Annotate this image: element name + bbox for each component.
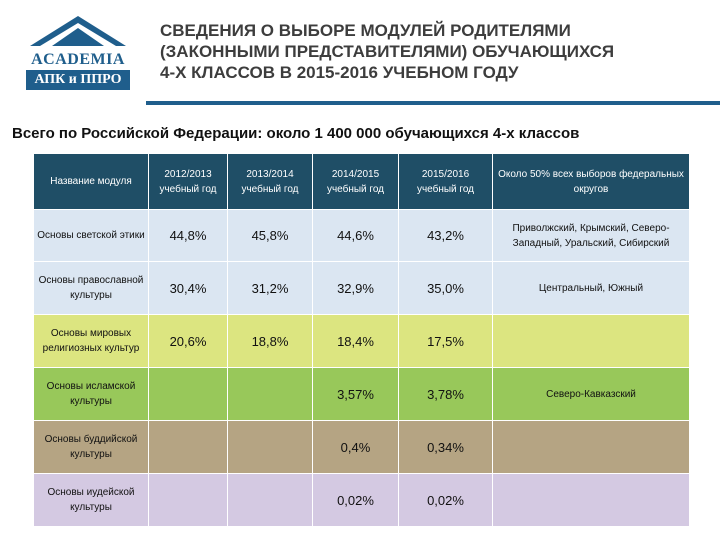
module-name: Основы светской этики xyxy=(34,210,149,262)
value-2015: 3,78% xyxy=(399,368,493,421)
value-2013 xyxy=(228,421,313,474)
value-2013: 18,8% xyxy=(228,315,313,368)
regions: Центральный, Южный xyxy=(493,262,690,315)
regions xyxy=(493,421,690,474)
building-roof-icon xyxy=(18,14,138,50)
value-2013 xyxy=(228,368,313,421)
value-2015: 0,34% xyxy=(399,421,493,474)
header-2012: 2012/2013 учебный год xyxy=(149,154,228,210)
table-row xyxy=(34,474,690,527)
value-2015: 43,2% xyxy=(399,210,493,262)
regions: Северо-Кавказский xyxy=(493,368,690,421)
value-2014: 32,9% xyxy=(313,262,399,315)
value-2015: 17,5% xyxy=(399,315,493,368)
value-2012: 30,4% xyxy=(149,262,228,315)
header-module: Название модуля xyxy=(34,154,149,210)
value-2013 xyxy=(228,474,313,527)
module-name: Основы православной культуры xyxy=(34,262,149,315)
value-2013: 31,2% xyxy=(228,262,313,315)
value-2012 xyxy=(149,368,228,421)
table-row xyxy=(34,315,690,368)
table-header-row xyxy=(34,154,690,210)
regions xyxy=(493,315,690,368)
regions xyxy=(493,474,690,527)
table-row xyxy=(34,210,690,262)
header-regions: Около 50% всех выборов федеральных округов xyxy=(493,154,690,210)
value-2014: 0,02% xyxy=(313,474,399,527)
academia-logo xyxy=(18,14,138,94)
value-2015: 35,0% xyxy=(399,262,493,315)
value-2012: 44,8% xyxy=(149,210,228,262)
table-row xyxy=(34,262,690,315)
value-2014: 3,57% xyxy=(313,368,399,421)
logo-subtitle: АПК и ППРО xyxy=(26,70,130,90)
header-2014: 2014/2015 учебный год xyxy=(313,154,399,210)
header-2015: 2015/2016 учебный год xyxy=(399,154,493,210)
title-line-3: 4-Х КЛАССОВ В 2015-2016 УЧЕБНОМ ГОДУ xyxy=(160,63,519,82)
modules-table xyxy=(33,153,690,527)
value-2013: 45,8% xyxy=(228,210,313,262)
logo-name: ACADEMIA xyxy=(31,51,125,68)
module-name: Основы иудейской культуры xyxy=(34,474,149,527)
table-row xyxy=(34,368,690,421)
page-title xyxy=(160,20,710,83)
value-2015: 0,02% xyxy=(399,474,493,527)
title-line-2: (ЗАКОННЫМИ ПРЕДСТАВИТЕЛЯМИ) ОБУЧАЮЩИХСЯ xyxy=(160,42,615,61)
value-2012 xyxy=(149,474,228,527)
value-2012 xyxy=(149,421,228,474)
module-name: Основы исламской культуры xyxy=(34,368,149,421)
regions: Приволжский, Крымский, Северо-Западный, Уральский, Сибирский xyxy=(493,210,690,262)
module-name: Основы буддийской культуры xyxy=(34,421,149,474)
value-2014: 0,4% xyxy=(313,421,399,474)
value-2014: 44,6% xyxy=(313,210,399,262)
title-line-1: СВЕДЕНИЯ О ВЫБОРЕ МОДУЛЕЙ РОДИТЕЛЯМИ xyxy=(160,21,571,40)
value-2012: 20,6% xyxy=(149,315,228,368)
header-2013: 2013/2014 учебный год xyxy=(228,154,313,210)
module-name: Основы мировых религиозных культур xyxy=(34,315,149,368)
table-row xyxy=(34,421,690,474)
summary-text: Всего по Российской Федерации: около 1 400 000 обучающихся 4-х классов xyxy=(12,125,580,142)
header-divider xyxy=(146,101,720,105)
value-2014: 18,4% xyxy=(313,315,399,368)
